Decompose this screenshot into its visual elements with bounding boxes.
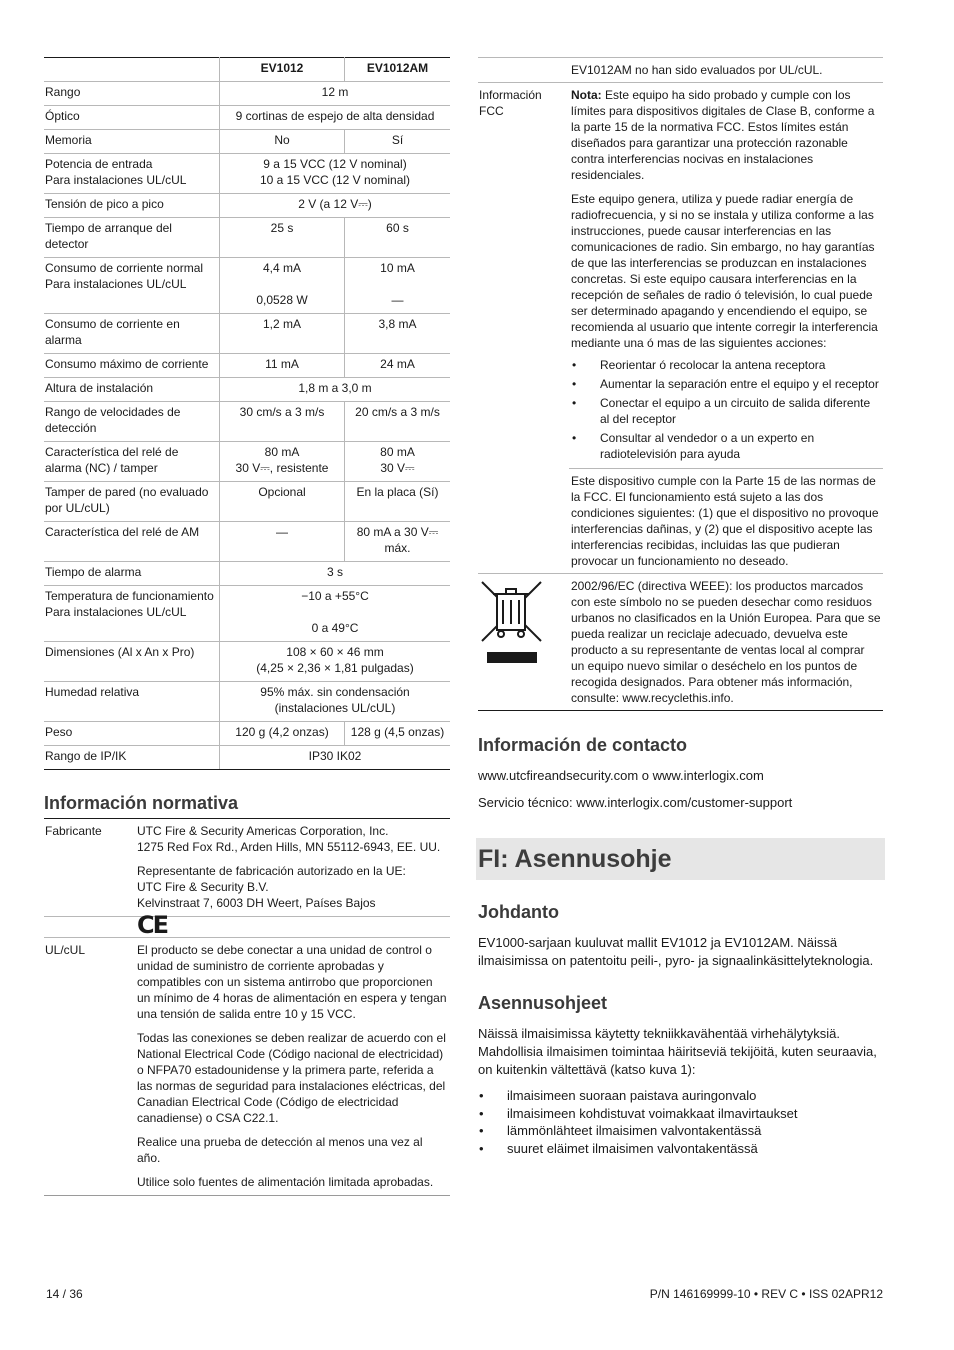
spec-value-ev1012am: 24 mA bbox=[345, 354, 451, 378]
spec-value-ev1012am: 20 cm/s a 3 m/s bbox=[345, 402, 451, 442]
regulatory-table bbox=[44, 818, 450, 1196]
spec-value: 3 s bbox=[220, 562, 451, 586]
table-row bbox=[44, 642, 450, 682]
spec-label: Óptico bbox=[44, 106, 220, 130]
spec-value-ev1012: 120 g (4,2 onzas) bbox=[220, 722, 345, 746]
spec-label: Tiempo de alarma bbox=[44, 562, 220, 586]
spec-label: Rango de IP/IK bbox=[44, 746, 220, 770]
spec-value-ev1012: 4,4 mA 0,0528 W bbox=[220, 258, 345, 314]
spec-value-ev1012: — bbox=[220, 522, 345, 562]
ul-paragraph-4: Utilice solo fuentes de alimentación limitada aprobadas. bbox=[137, 1175, 434, 1189]
spec-value-ev1012: 80 mA 30 V⎓, resistente bbox=[220, 442, 345, 482]
table-row bbox=[44, 130, 450, 154]
spec-label: Característica del relé de alarma (NC) / tamper bbox=[44, 442, 220, 482]
fcc-label: Información FCC bbox=[478, 83, 569, 574]
weee-crossed-bin-icon bbox=[479, 578, 545, 670]
table-row bbox=[44, 314, 450, 354]
right-column bbox=[478, 57, 883, 1157]
spec-value-ev1012: 30 cm/s a 3 m/s bbox=[220, 402, 345, 442]
spec-header-blank bbox=[44, 58, 220, 82]
weee-info: 2002/96/EC (directiva WEEE): los productos marcados con este símbolo no se pueden desechar como residuos urbanos no clasificados en la Unión Europea. Para que se pueda realizar un reciclaje adecuado, devuelva este producto a su representante de ventas local al comprar un equipo nuevo similar o deséchelo en los puntos de recogida designados. Para obtener más información, consulte: www.recyclethis.info. bbox=[569, 574, 883, 711]
spec-label: Consumo de corriente en alarma bbox=[44, 314, 220, 354]
weee-row bbox=[478, 574, 883, 711]
ce-mark-icon: CE bbox=[137, 911, 168, 939]
spec-value-ev1012: No bbox=[220, 130, 345, 154]
ce-row bbox=[44, 917, 450, 938]
fcc-row bbox=[478, 83, 883, 574]
spec-header-row bbox=[44, 58, 450, 82]
contact-title: Información de contacto bbox=[478, 735, 688, 755]
install-hazards-list bbox=[478, 1087, 883, 1157]
contact-websites: www.utcfireandsecurity.com o www.interlogix.com bbox=[478, 768, 764, 783]
list-item: • Conectar el equipo a un circuito de salida diferente al del receptor bbox=[571, 395, 881, 427]
list-item: • Aumentar la separación entre el equipo y el receptor bbox=[571, 376, 881, 392]
spec-value-ev1012: 11 mA bbox=[220, 354, 345, 378]
spec-value-ev1012am: Sí bbox=[345, 130, 451, 154]
manufacturer-info bbox=[135, 819, 450, 917]
fcc-top-row bbox=[478, 58, 883, 83]
spec-label: Rango de velocidades de detección bbox=[44, 402, 220, 442]
spec-label: Altura de instalación bbox=[44, 378, 220, 402]
regulatory-title: Información normativa bbox=[44, 793, 239, 813]
spec-label: Temperatura de funcionamiento Para instalaciones UL/cUL bbox=[44, 586, 220, 642]
install-title: Asennusohjeet bbox=[478, 993, 608, 1013]
contact-support: Servicio técnico: www.interlogix.com/customer-support bbox=[478, 795, 793, 810]
spec-value: 12 m bbox=[220, 82, 451, 106]
table-row bbox=[44, 722, 450, 746]
spec-value-ev1012: Opcional bbox=[220, 482, 345, 522]
list-item: • Consultar al vendedor o a un experto en radiotelevisión para ayuda bbox=[571, 430, 881, 462]
table-row bbox=[44, 402, 450, 442]
page-number: 14 / 36 bbox=[46, 1287, 83, 1301]
spec-label: Rango bbox=[44, 82, 220, 106]
part-number: P/N 146169999-10 • REV C • ISS 02APR12 bbox=[649, 1287, 883, 1301]
table-row bbox=[44, 258, 450, 314]
table-row bbox=[44, 82, 450, 106]
spec-value: 108 × 60 × 46 mm (4,25 × 2,36 × 1,81 pulgadas) bbox=[220, 642, 451, 682]
spec-value-ev1012am: 3,8 mA bbox=[345, 314, 451, 354]
table-row bbox=[44, 378, 450, 402]
table-row bbox=[44, 682, 450, 722]
table-row bbox=[44, 562, 450, 586]
list-item: • ilmaisimeen kohdistuvat voimakkaat ilmavirtaukset bbox=[478, 1105, 883, 1123]
eu-representative: Representante de fabricación autorizado en la UE: UTC Fire & Security B.V. Kelvinstraat 7, 6003 DH Weert, Países Bajos bbox=[137, 864, 406, 910]
fcc-paragraph-2: Este equipo genera, utiliza y puede radiar energía de radiofrecuencia, y si no se instala y utiliza conforme a las instrucciones, puede causar interferencias en las comunicaciones de radio. Sin embargo, no hay garantías de que las interferencias se produzcan en instalaciones concretas. Si este equipo causara interferencias en la recepción de señales de radio ó televisión, lo cual puede ser determinado apagando y encendiendo el equipo, se recomienda al usuario que intente corregir la interferencia mediante una ó mas de las siguientes acciones: bbox=[571, 192, 878, 350]
spec-value-ev1012am: En la placa (Sí) bbox=[345, 482, 451, 522]
list-item: • ilmaisimeen suoraan paistava auringonvalo bbox=[478, 1087, 883, 1105]
spec-label: Potencia de entrada Para instalaciones UL/cUL bbox=[44, 154, 220, 194]
fcc-paragraph-3: Este dispositivo cumple con la Parte 15 de las normas de la FCC. El funcionamiento está sujeto a las dos condiciones siguientes: (1) que el dispositivo no provoque interferencias dañinas, y (2) que el dispositivo acepte las interferencias recibidas, incluidas las que pudieran provocar un funcionamiento no deseado. bbox=[571, 474, 879, 568]
table-row bbox=[44, 194, 450, 218]
spec-label: Memoria bbox=[44, 130, 220, 154]
manufacturer-address: UTC Fire & Security Americas Corporation, Inc. 1275 Red Fox Rd., Arden Hills, MN 55112-6943, EE. UU. bbox=[137, 824, 441, 854]
fi-section-banner bbox=[476, 838, 885, 880]
ul-paragraph-3: Realice una prueba de detección al menos una vez al año. bbox=[137, 1135, 423, 1165]
table-row bbox=[44, 522, 450, 562]
spec-label: Peso bbox=[44, 722, 220, 746]
spec-header-model: EV1012 bbox=[220, 58, 345, 82]
spec-value: 1,8 m a 3,0 m bbox=[220, 378, 451, 402]
intro-title: Johdanto bbox=[478, 902, 559, 922]
list-item: • lämmönlähteet ilmaisimen valvontakentässä bbox=[478, 1122, 883, 1140]
spec-value: 9 cortinas de espejo de alta densidad bbox=[220, 106, 451, 130]
fcc-table bbox=[478, 57, 883, 711]
spec-value-ev1012am: 80 mA a 30 V⎓ máx. bbox=[345, 522, 451, 562]
spec-value: 2 V (a 12 V⎓) bbox=[220, 194, 451, 218]
ul-evaluation-note: EV1012AM no han sido evaluados por UL/cUL. bbox=[569, 58, 883, 83]
spec-label: Consumo máximo de corriente bbox=[44, 354, 220, 378]
spec-value: IP30 IK02 bbox=[220, 746, 451, 770]
list-item: • suuret eläimet ilmaisimen valvontakentässä bbox=[478, 1140, 883, 1158]
table-row bbox=[44, 218, 450, 258]
spec-value-ev1012am: 60 s bbox=[345, 218, 451, 258]
table-row bbox=[44, 354, 450, 378]
spec-label: Tiempo de arranque del detector bbox=[44, 218, 220, 258]
ul-paragraph-1: El producto se debe conectar a una unidad de control o unidad de suministro de corriente aprobadas y compatibles con un sistema antirrobo que proporcionen un mínimo de 4 horas de alimentación en espera y tengan una tensión de salida entre 10 y 15 VCC. bbox=[137, 943, 447, 1021]
table-row bbox=[44, 746, 450, 770]
table-row bbox=[44, 106, 450, 130]
spec-value: 9 a 15 VCC (12 V nominal) 10 a 15 VCC (12 V nominal) bbox=[220, 154, 451, 194]
spec-header-model: EV1012AM bbox=[345, 58, 451, 82]
intro-text: EV1000-sarjaan kuuluvat mallit EV1012 ja EV1012AM. Näissä ilmaisimissa on patentoitu peili-, pyro- ja signaalinkäsittelyteknologia. bbox=[478, 935, 874, 968]
spec-value-ev1012am: 80 mA 30 V⎓ bbox=[345, 442, 451, 482]
table-row bbox=[44, 482, 450, 522]
spec-value: −10 a +55°C 0 a 49°C bbox=[220, 586, 451, 642]
ul-info bbox=[135, 938, 450, 1196]
ul-label: UL/cUL bbox=[44, 938, 135, 1196]
spec-value-ev1012am: 10 mA — bbox=[345, 258, 451, 314]
spec-label: Tamper de pared (no evaluado por UL/cUL) bbox=[44, 482, 220, 522]
spec-value-ev1012: 25 s bbox=[220, 218, 345, 258]
spec-value: 95% máx. sin condensación (instalaciones UL/cUL) bbox=[220, 682, 451, 722]
left-column bbox=[44, 57, 450, 1196]
spec-label: Dimensiones (Al x An x Pro) bbox=[44, 642, 220, 682]
table-row bbox=[44, 154, 450, 194]
ul-row bbox=[44, 938, 450, 1196]
spec-label: Característica del relé de AM bbox=[44, 522, 220, 562]
install-text: Näissä ilmaisimissa käytetty tekniikkavähentää virhehälytyksiä. Mahdollisia ilmaisimen toimintaa häiritseviä tekijöitä, kuten seuraavia, on kuitenkin vältettävä (katso kuva 1): bbox=[478, 1026, 877, 1077]
fcc-actions-list bbox=[571, 357, 881, 462]
table-row bbox=[44, 586, 450, 642]
spec-value-ev1012am: 128 g (4,5 onzas) bbox=[345, 722, 451, 746]
spec-label: Consumo de corriente normal Para instalaciones UL/cUL bbox=[44, 258, 220, 314]
spec-label: Tensión de pico a pico bbox=[44, 194, 220, 218]
fcc-note: Nota: Este equipo ha sido probado y cumple con los límites para dispositivos digitales de Clase B, conforme a la parte 15 de la normativa FCC. Estos límites están diseñados para garantizar una protección razonable contra interferencias nocivas en instalaciones residenciales. bbox=[571, 88, 875, 182]
manufacturer-label: Fabricante bbox=[44, 819, 135, 917]
fi-section-title: FI: Asennusohje bbox=[478, 844, 672, 873]
list-item: • Reorientar ó recolocar la antena receptora bbox=[571, 357, 881, 373]
spec-table bbox=[44, 57, 450, 770]
manufacturer-row bbox=[44, 819, 450, 917]
divider bbox=[569, 468, 883, 469]
spec-label: Humedad relativa bbox=[44, 682, 220, 722]
table-row bbox=[44, 442, 450, 482]
spec-value-ev1012: 1,2 mA bbox=[220, 314, 345, 354]
ul-paragraph-2: Todas las conexiones se deben realizar de acuerdo con el National Electrical Code (Código nacional de electricidad) o NFPA70 estadounidense y la primera parte, referida a las normas de seguridad para instalaciones eléctricas, del Canadian Electrical Code (Código de electricidad canadiense) o CSA C22.1. bbox=[137, 1031, 446, 1125]
fcc-info bbox=[569, 83, 883, 574]
